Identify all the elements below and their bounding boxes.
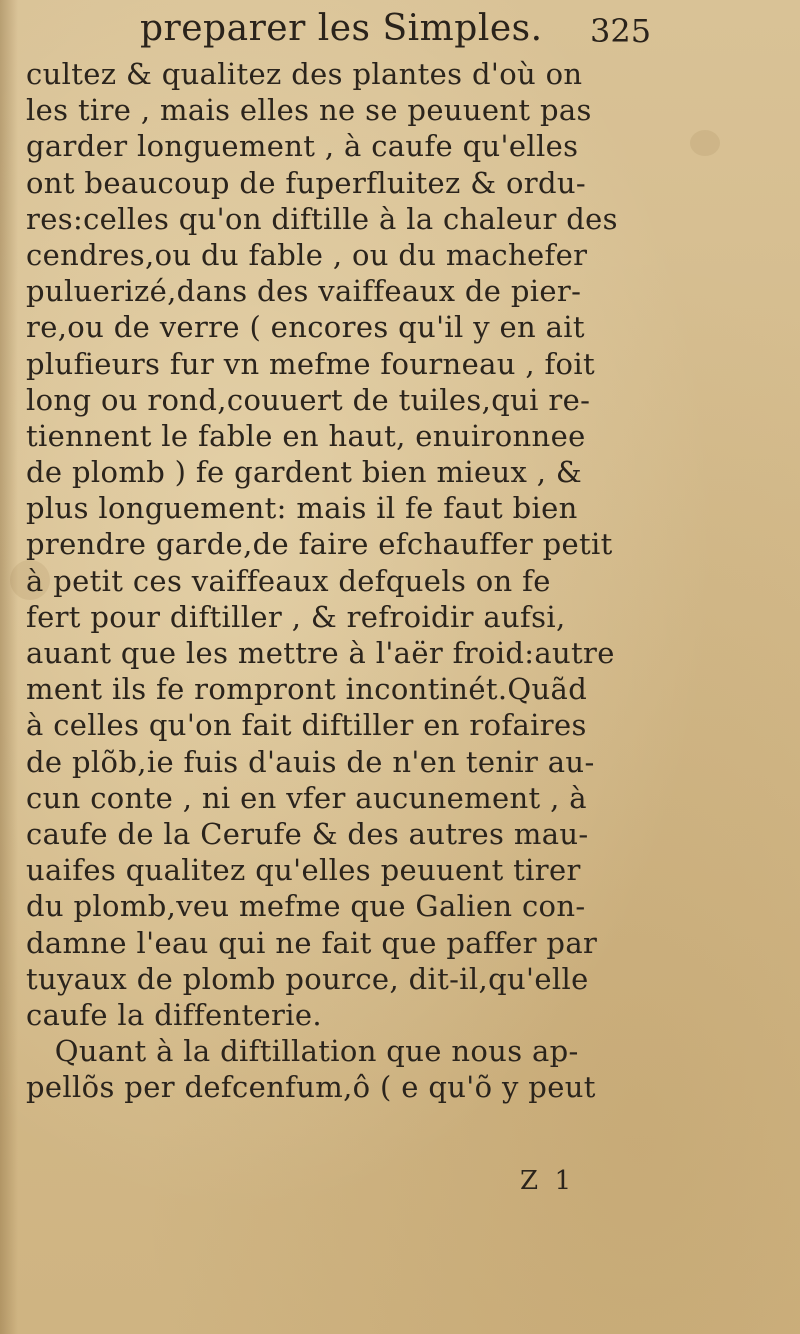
page-edge-shadow: [0, 0, 18, 1334]
text-line: prendre garde,de faire efchauffer petit: [26, 527, 613, 562]
text-line: damne l'eau qui ne fait que paffer par: [26, 925, 598, 960]
text-line: re,ou de verre ( encores qu'il y en ait: [26, 310, 585, 345]
text-line: de plomb ) fe gardent bien mieux , &: [26, 455, 583, 490]
text-line: auant que les mettre à l'aër froid:autre: [26, 636, 615, 670]
text-line: res:celles qu'on diftille à la chaleur des: [26, 201, 618, 236]
text-line: garder longuement , à caufe qu'elles: [26, 129, 579, 164]
text-line: uaifes qualitez qu'elles peuuent tirer: [26, 853, 581, 888]
text-line: de plõb,ie fuis d'auis de n'en tenir au-: [26, 744, 595, 779]
text-line: caufe la diffenterie.: [26, 997, 322, 1032]
text-line: cendres,ou du fable , ou du machefer: [26, 237, 588, 272]
text-line: les tire , mais elles ne se peuuent pas: [26, 93, 592, 128]
text-line: tiennent le fable en haut, enuironnee: [26, 418, 586, 453]
text-line: caufe de la Cerufe & des autres mau-: [26, 816, 589, 851]
text-line: tuyaux de plomb pource, dit-il,qu'elle: [26, 961, 589, 996]
page-header: [0, 4, 800, 60]
text-line: long ou rond,couuert de tuiles,qui re-: [26, 382, 591, 417]
text-line: plus longuement: mais il fe faut bien: [26, 491, 578, 526]
text-line: Quant à la diftillation que nous ap-: [26, 1034, 579, 1069]
paper-stain: [690, 130, 720, 156]
text-line: plufieurs fur vn mefme fourneau , foit: [26, 346, 595, 381]
text-line: puluerizé,dans des vaiffeaux de pier-: [26, 274, 582, 309]
text-line: ment ils fe rompront incontinét.Quãd: [26, 672, 588, 707]
text-line: cun conte , ni en vfer aucunement , à: [26, 780, 587, 815]
signature-mark: Z 1: [520, 1166, 572, 1196]
text-line: fert pour diftiller , & refroidir aufsi,: [26, 599, 566, 634]
text-line: du plomb,veu mefme que Galien con-: [26, 889, 586, 924]
body-text: [26, 56, 676, 1105]
page-number: 325: [590, 12, 652, 50]
text-line: cultez & qualitez des plantes d'où on: [26, 57, 583, 91]
text-line: pellõs per defcenfum,ô ( e qu'õ y peut: [26, 1070, 596, 1105]
text-line: à celles qu'on fait diftiller en rofaires: [26, 708, 587, 743]
text-line: à petit ces vaiffeaux defquels on fe: [26, 563, 551, 598]
running-title: preparer les Simples.: [140, 8, 543, 49]
text-line: ont beaucoup de fuperfluitez & ordu-: [26, 165, 587, 200]
